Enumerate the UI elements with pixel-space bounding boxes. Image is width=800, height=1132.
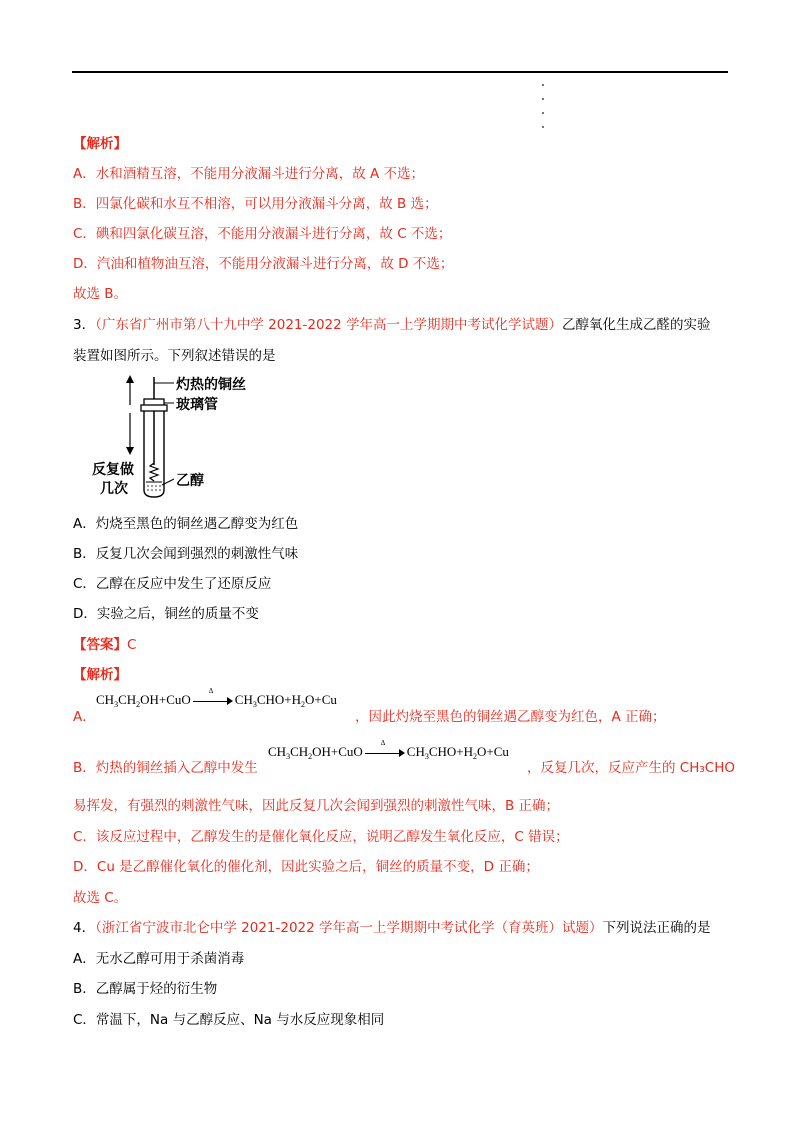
question-stem: 乙醇氧化生成乙醛的实验: [562, 317, 711, 333]
header-dots: [541, 84, 547, 132]
answer-value: C: [127, 637, 137, 653]
analysis-a-prefix: A．: [73, 709, 96, 725]
analysis-item-a: A．水和酒精互溶，不能用分液漏斗进行分离，故 A 不选；: [73, 166, 425, 182]
question-source: （广东省广州市第八十九中学 2021-2022 学年高一上学期期中考试化学试题）: [95, 317, 563, 333]
analysis-conclusion: 故选 B。: [73, 286, 128, 302]
question-source: （浙江省宁波市北仑中学 2021-2022 学年高一上学期期中考试化学（育英班）试题）: [95, 920, 603, 936]
answer-line: [73, 635, 136, 655]
header-rule: [72, 71, 728, 73]
analysis-c: C．该反应过程中，乙醇发生的是催化氧化反应，说明乙醇发生氧化反应，C 错误；: [73, 829, 569, 845]
label-repeat-line1: 反复做: [92, 462, 134, 478]
question-stem: 下列说法正确的是: [602, 920, 711, 936]
option-a: A．灼烧至黑色的铜丝遇乙醇变为红色: [73, 516, 299, 532]
analysis-conclusion-q3: 故选 C。: [73, 890, 128, 906]
option-c: C．乙醇在反应中发生了还原反应: [73, 576, 272, 592]
answer-label: 【答案】: [73, 637, 127, 653]
reaction-equation-a: $CH_3CH_2OH+CuO$ Δ $CH_3CHO+H_2O+Cu$: [96, 687, 337, 709]
q4-option-c: C．常温下，Na 与乙醇反应、Na 与水反应现象相同: [73, 1012, 385, 1028]
label-ethanol: 乙醇: [176, 473, 204, 489]
q4-option-b: B．乙醇属于烃的衍生物: [73, 981, 218, 997]
question-4-stem: [73, 918, 711, 938]
label-glass-tube: 玻璃管: [176, 397, 218, 413]
option-b: B．反复几次会闻到强烈的刺激性气味: [73, 546, 299, 562]
analysis-b-line2: 易挥发，有强烈的刺激性气味，因此反复几次会闻到强烈的刺激性气味，B 正确；: [73, 798, 560, 814]
analysis-heading-q3: 【解析】: [73, 667, 127, 683]
analysis-item-c: C．碘和四氯化碳互溶，不能用分液漏斗进行分离，故 C 不选；: [73, 226, 452, 242]
question-3-stem-line2: 装置如图所示。下列叙述错误的是: [73, 348, 276, 364]
q4-option-a: A．无水乙醇可用于杀菌消毒: [73, 951, 245, 967]
reaction-equation-b: $CH_3CH_2OH+CuO$ Δ $CH_3CHO+H_2O+Cu$: [268, 739, 509, 761]
question-number: 4．: [73, 920, 96, 936]
analysis-heading: 【解析】: [73, 136, 127, 152]
option-d: D．实验之后，铜丝的质量不变: [73, 606, 259, 622]
analysis-b-suffix: ，反复几次，反应产生的 CH₃CHO: [527, 760, 735, 776]
analysis-item-d: D．汽油和植物油互溶，不能用分液漏斗进行分离，故 D 不选；: [73, 256, 454, 272]
question-number: 3．: [73, 317, 96, 333]
analysis-item-b: B．四氯化碳和水互不相溶，可以用分液漏斗分离，故 B 选；: [73, 196, 438, 212]
label-repeat-line2: 几次: [100, 481, 128, 497]
label-hot-copper-wire: 灼热的铜丝: [176, 377, 246, 393]
heating-arrow-icon: Δ: [365, 748, 405, 758]
analysis-a-suffix: ，因此灼烧至黑色的铜丝遇乙醇变为红色，A 正确；: [355, 709, 666, 725]
analysis-d: D．Cu 是乙醇催化氧化的催化剂，因此实验之后，铜丝的质量不变，D 正确；: [73, 859, 539, 875]
heating-arrow-icon: Δ: [193, 696, 233, 706]
question-3-stem-line1: [73, 315, 711, 335]
apparatus-figure: [92, 375, 282, 500]
analysis-b-prefix: B．灼热的铜丝插入乙醇中发生: [73, 760, 258, 776]
